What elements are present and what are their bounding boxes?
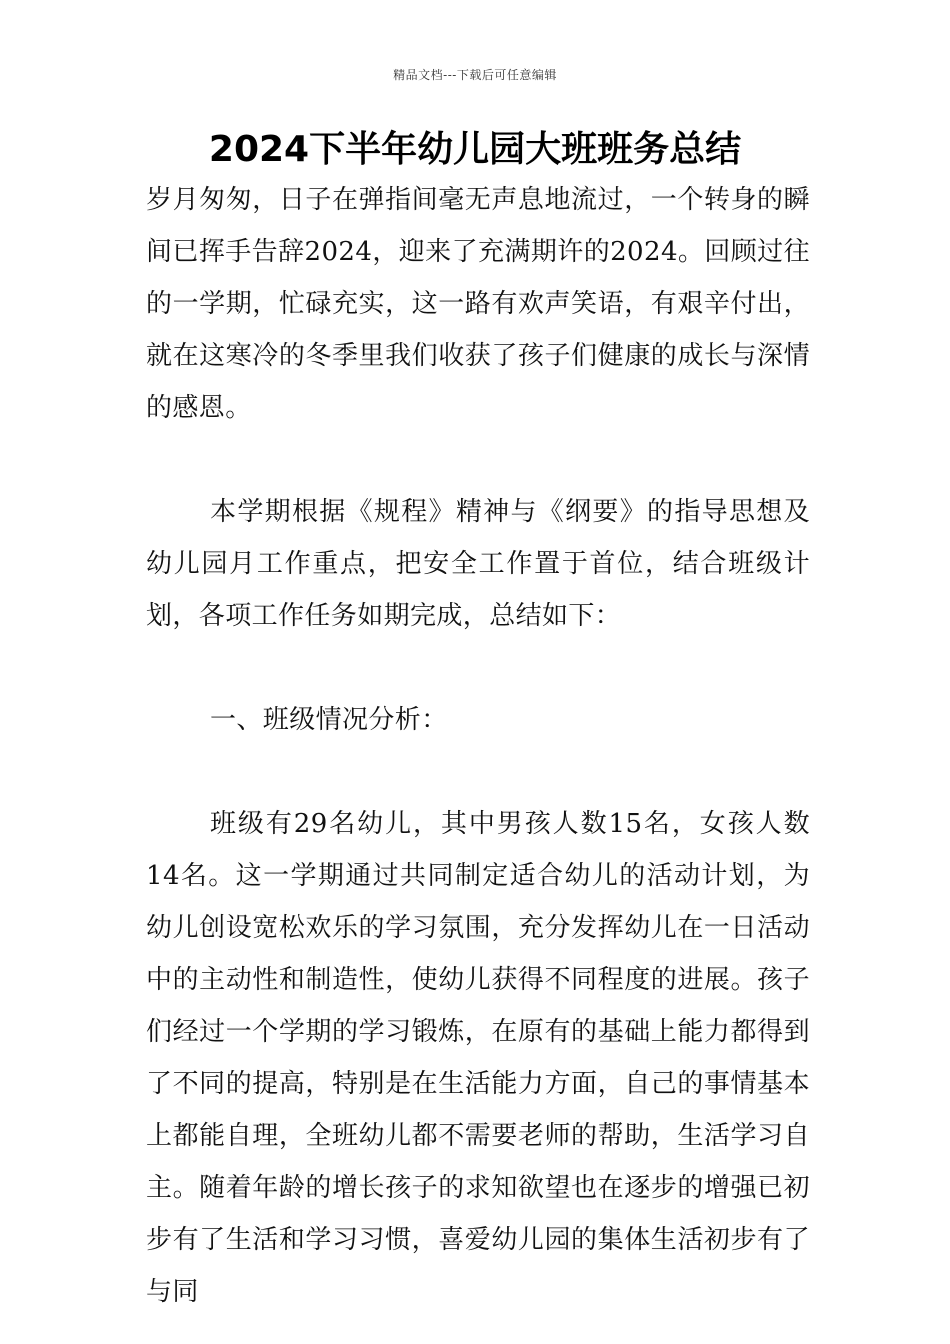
paragraph-class-analysis: 班级有29名幼儿，其中男孩人数15名，女孩人数14名。这一学期通过共同制定适合幼儿的活动计划，为幼儿创设宽松欢乐的学习氛围，充分发挥幼儿在一日活动中的主动性和制造性，使幼儿获得不同程度的进展。孩子们经过一个学期的学习锻炼，在原有的基础上能力都得到了不同的提高，特别是在生活能力方面，自己的事情基本上都能自理，全班幼儿都不需要老师的帮助，生活学习自主。随着年龄的增长孩子的求知欲望也在逐步的增强已初步有了生活和学习习惯，喜爱幼儿园的集体生活初步有了与同 — [146, 809, 810, 1307]
paragraph-overview: 本学期根据《规程》精神与《纲要》的指导思想及幼儿园月工作重点，把安全工作置于首位，结合班级计划，各项工作任务如期完成，总结如下： — [146, 497, 810, 631]
paragraph-gap — [146, 434, 810, 486]
document-body — [146, 174, 810, 1318]
paragraph-gap — [146, 642, 810, 694]
paragraph-gap — [146, 746, 810, 798]
document-title: 2024下半年幼儿园大班班务总结 — [208, 129, 742, 170]
header-note: 精品文档---下载后可任意编辑 — [393, 68, 557, 82]
section-heading-class-analysis: 一、班级情况分析： — [210, 705, 448, 735]
paragraph-intro: 岁月匆匆，日子在弹指间毫无声息地流过，一个转身的瞬间已挥手告辞2024，迎来了充满期许的2024。回顾过往的一学期，忙碌充实，这一路有欢声笑语，有艰辛付出，就在这寒冷的冬季里我们收获了孩子们健康的成长与深情的感恩。 — [146, 185, 810, 423]
